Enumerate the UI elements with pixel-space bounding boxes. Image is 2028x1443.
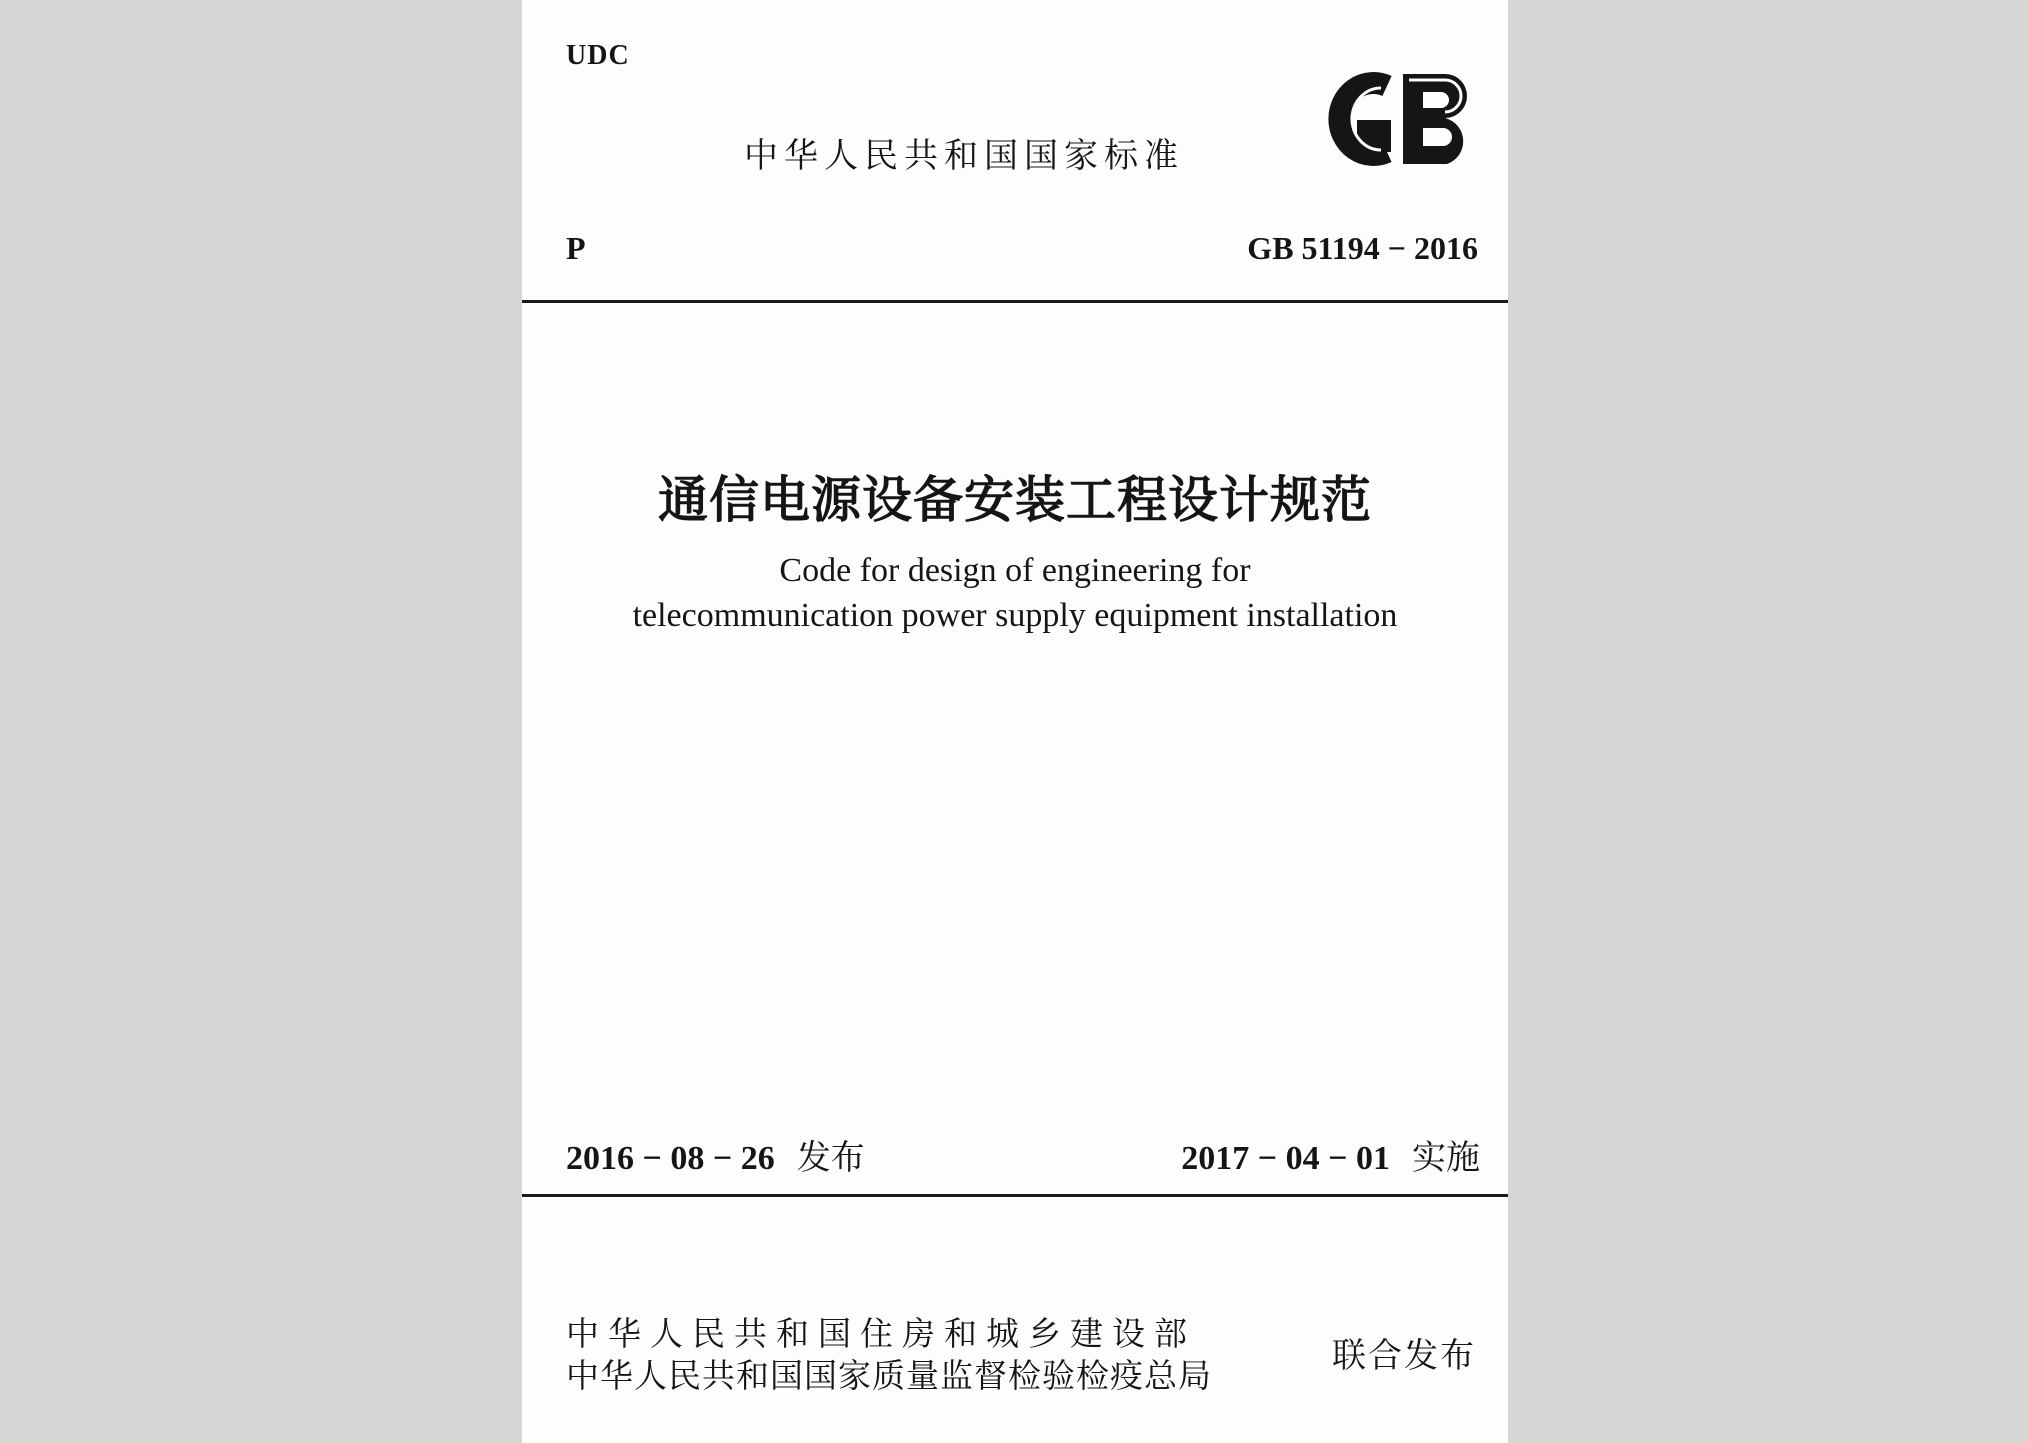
issue-date-group bbox=[566, 1130, 865, 1179]
title-chinese: 通信电源设备安装工程设计规范 bbox=[658, 471, 1372, 529]
effective-date-group bbox=[1181, 1130, 1480, 1179]
document-cover-page bbox=[522, 0, 1508, 1443]
issuer-quality-supervision: 中华人民共和国国家质量监督检验检疫总局 bbox=[566, 1356, 1212, 1395]
udc-label: UDC bbox=[566, 40, 630, 71]
issue-date: 2016 − 08 − 26 bbox=[566, 1140, 775, 1177]
effective-label: 实施 bbox=[1412, 1138, 1480, 1178]
title-english-line2: telecommunication power supply equipment installation bbox=[632, 597, 1398, 634]
issue-label: 发布 bbox=[796, 1138, 865, 1178]
standard-number: GB 51194 − 2016 bbox=[1247, 230, 1478, 266]
effective-date: 2017 − 04 − 01 bbox=[1181, 1140, 1390, 1177]
title-english-line1: Code for design of engineering for bbox=[779, 552, 1251, 589]
top-divider bbox=[522, 300, 1508, 303]
issuer-ministry-housing: 中华人民共和国住房和城乡建设部 bbox=[566, 1314, 1196, 1353]
classification-code: P bbox=[566, 230, 586, 266]
bottom-divider bbox=[522, 1194, 1508, 1197]
national-standard-label: 中华人民共和国国家标准 bbox=[744, 136, 1184, 176]
joint-issue-label: 联合发布 bbox=[1332, 1336, 1476, 1376]
gb-logo-icon bbox=[1295, 68, 1487, 170]
